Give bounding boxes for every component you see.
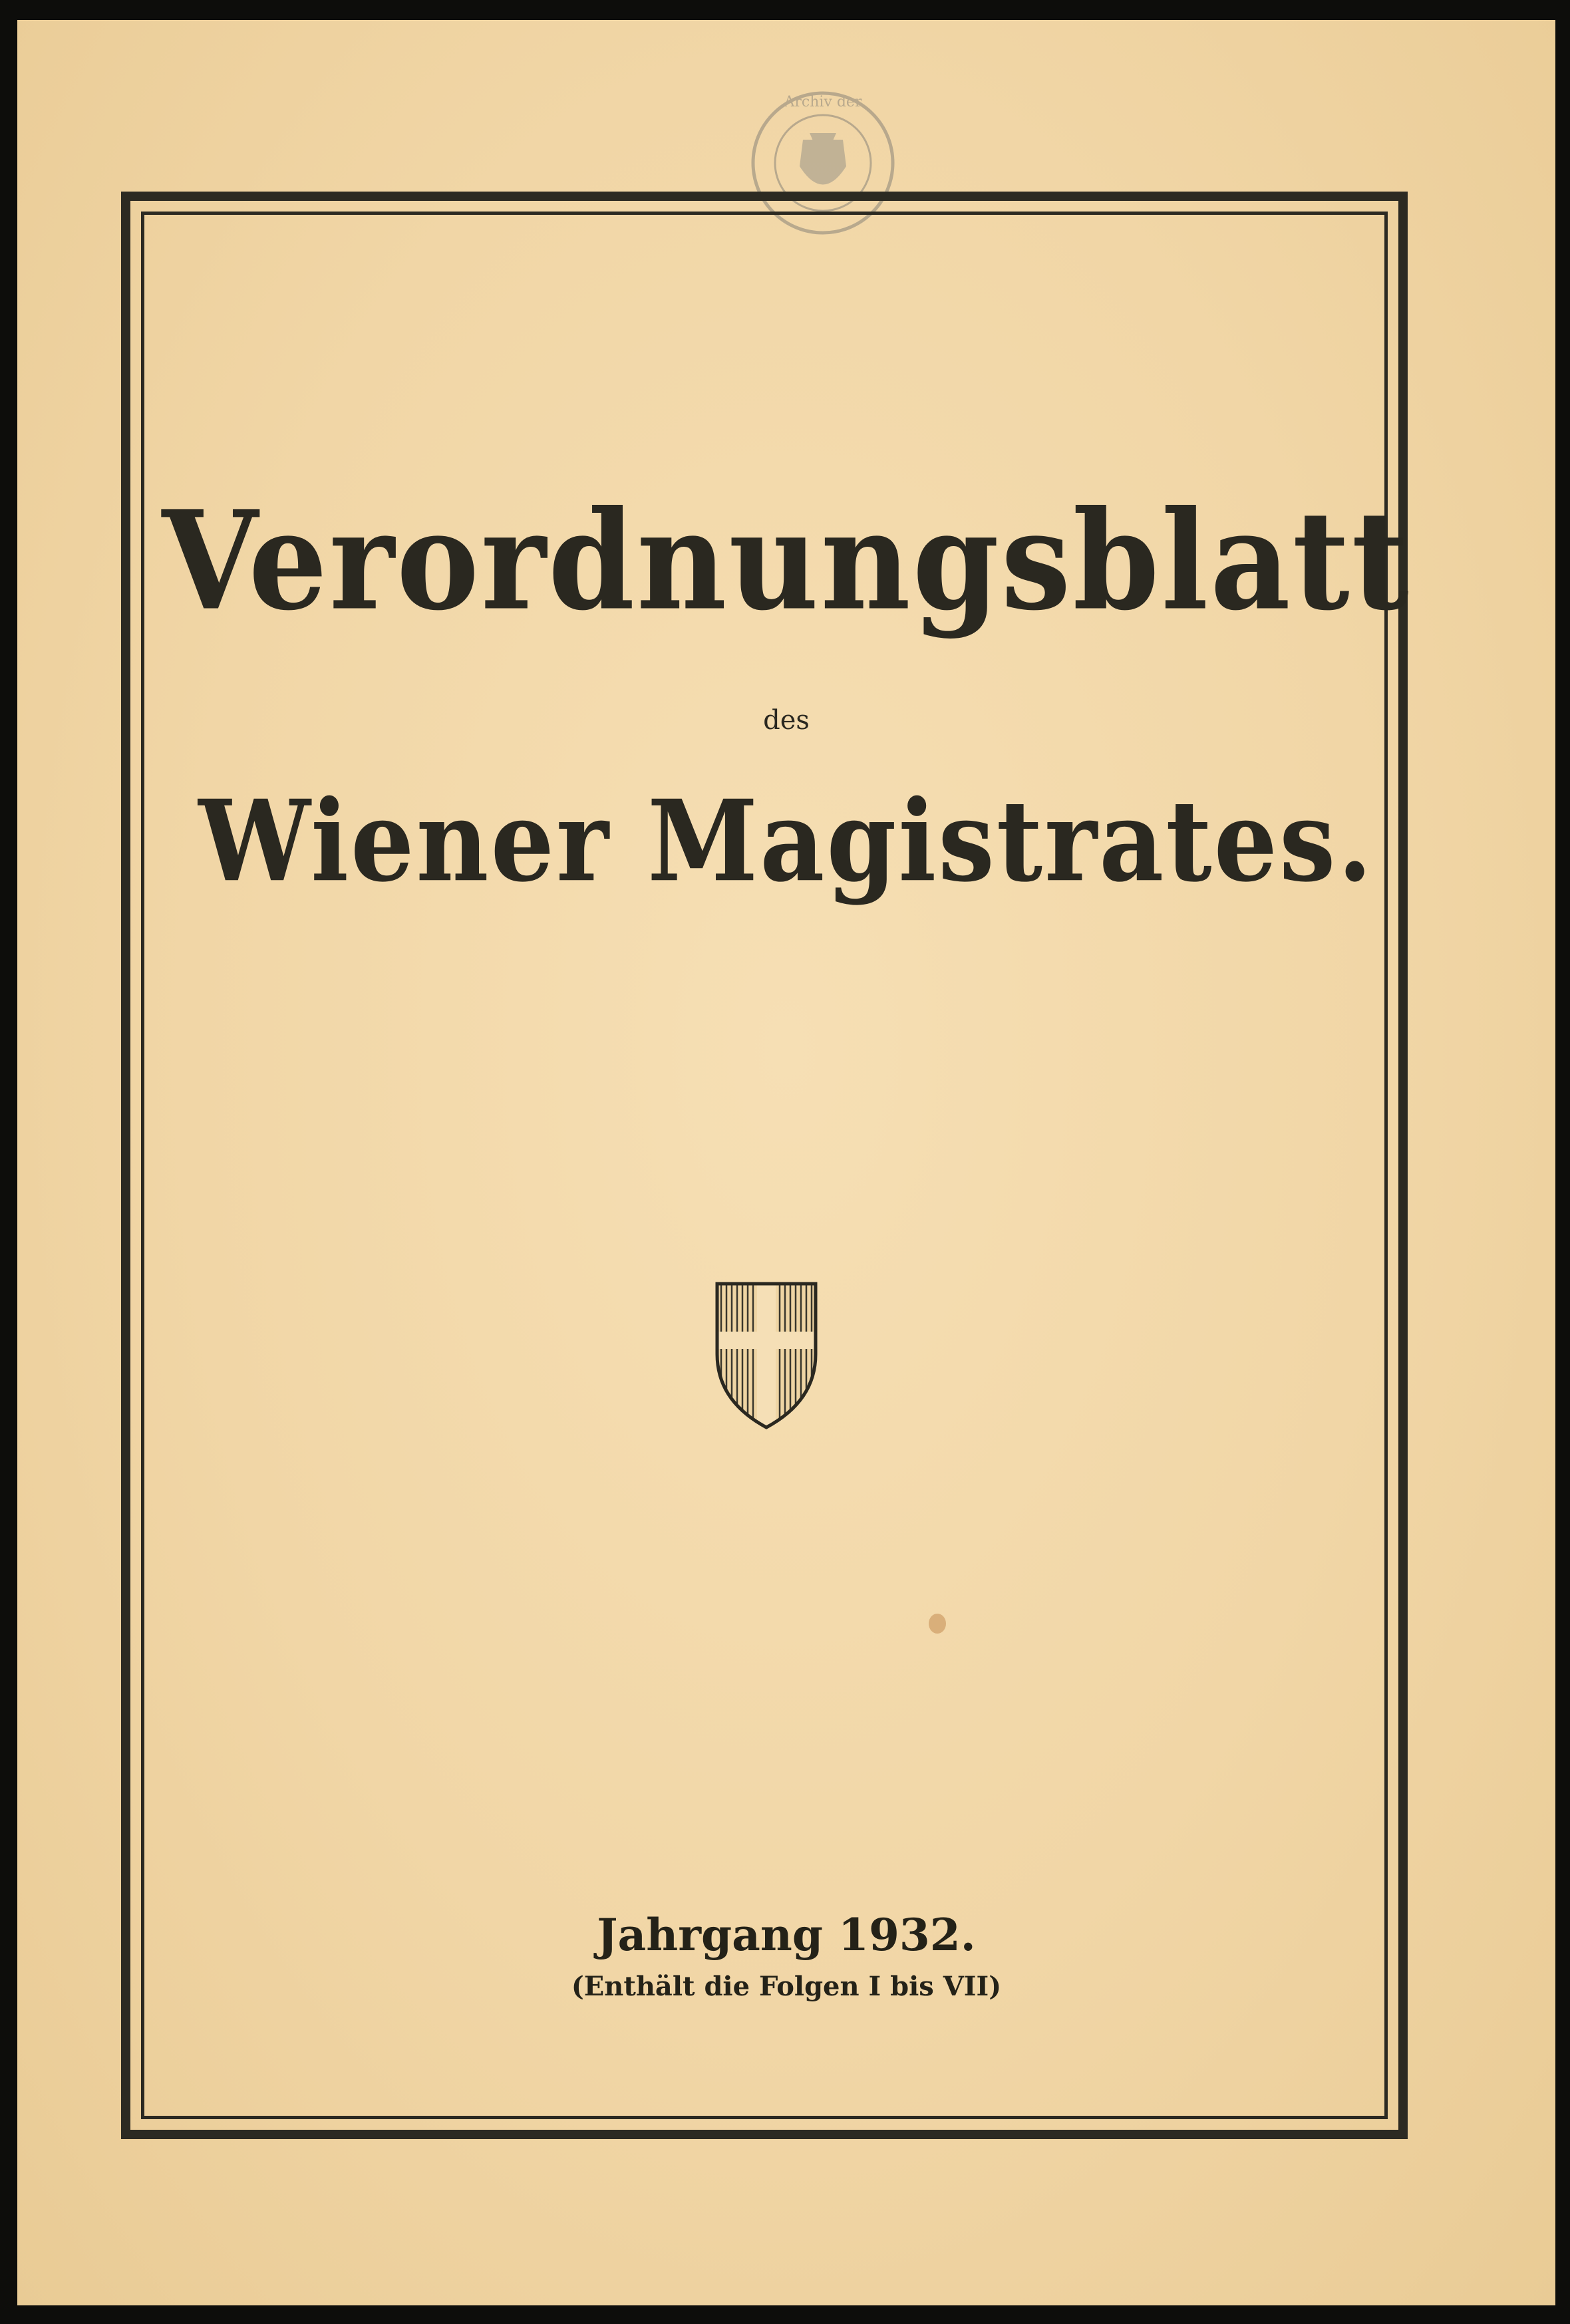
title-line-2: Wiener Magistrates. bbox=[198, 776, 1374, 907]
vienna-coat-of-arms-icon bbox=[714, 1281, 818, 1430]
page-sheet bbox=[17, 20, 1555, 2305]
title-line-1: Verordnungsblatt bbox=[162, 480, 1411, 641]
paper-stain bbox=[929, 1614, 946, 1634]
svg-text:Archiv der: Archiv der bbox=[784, 94, 862, 110]
volume-year: Jahrgang 1932. bbox=[597, 1909, 976, 1961]
title-connector: des bbox=[763, 705, 810, 736]
volume-contents-note: (Enthält die Folgen I bis VII) bbox=[571, 1971, 1002, 2002]
